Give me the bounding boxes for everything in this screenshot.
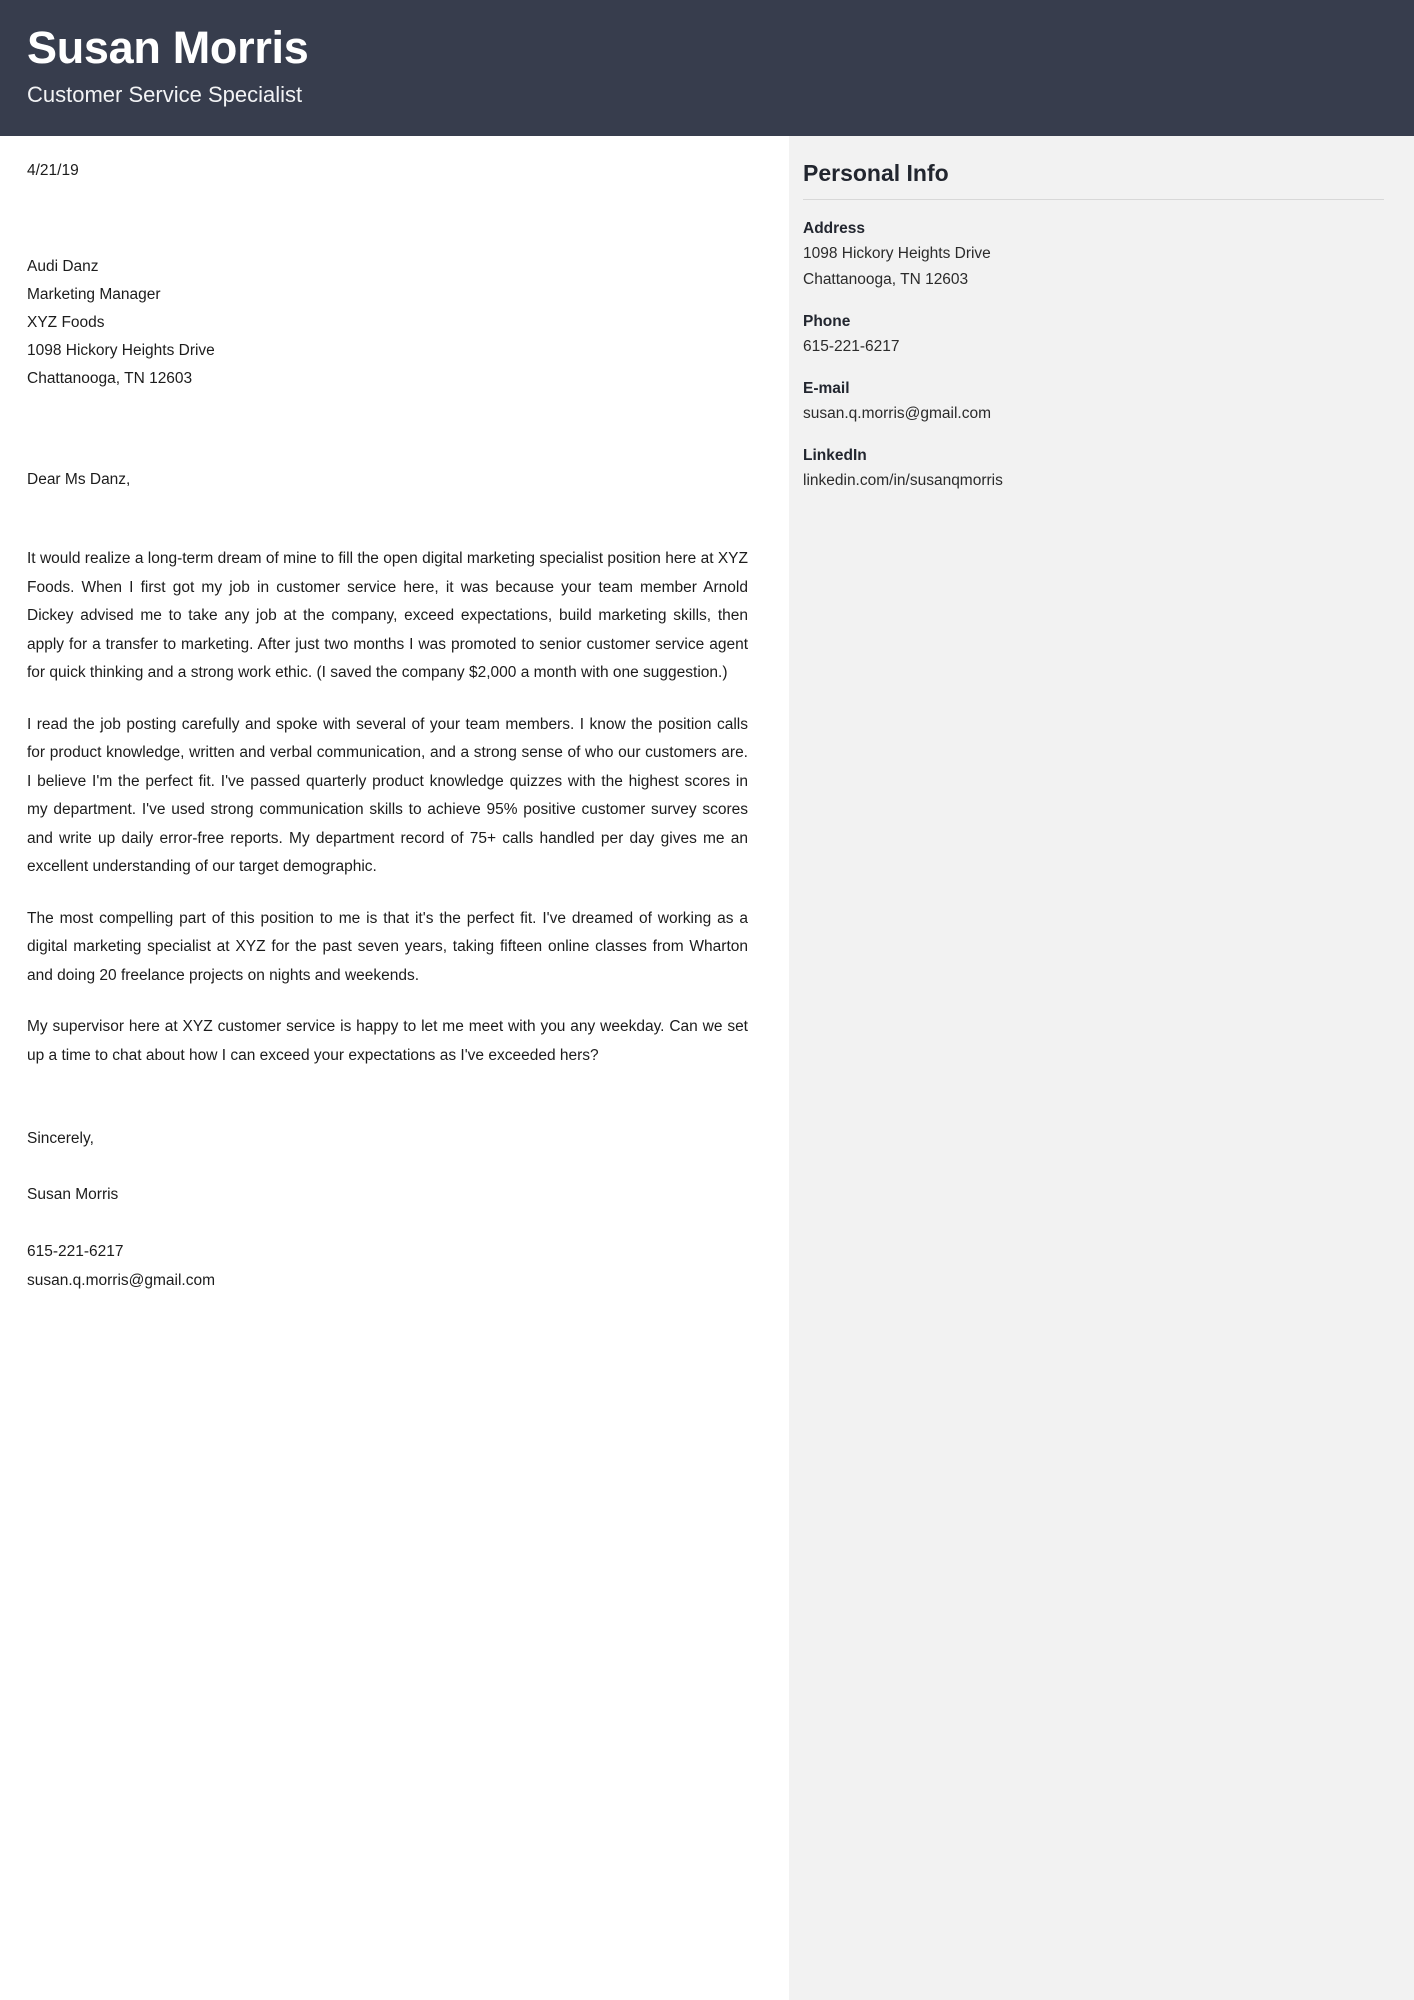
info-value-email[interactable]: susan.q.morris@gmail.com bbox=[803, 404, 992, 422]
personal-info-sidebar bbox=[789, 136, 1414, 2000]
info-label-linkedin: LinkedIn bbox=[803, 446, 867, 464]
info-block-address bbox=[803, 217, 1384, 293]
sidebar-heading: Personal Info bbox=[803, 160, 1384, 200]
document-header bbox=[0, 0, 1414, 136]
info-value-phone: 615-221-6217 bbox=[803, 337, 900, 355]
info-value-address-line1: 1098 Hickory Heights Drive bbox=[803, 244, 991, 262]
letter-body-copy bbox=[27, 545, 748, 1070]
info-block-linkedin bbox=[803, 444, 1384, 494]
letter-closing-block bbox=[27, 1125, 748, 1295]
letter-paragraph: My supervisor here at XYZ customer service is happy to let me meet with you any weekday. Can we set up a time to chat about how I can exceed your expectations as I've exceeded hers? bbox=[27, 1018, 748, 1064]
recipient-name: Audi Danz bbox=[27, 258, 99, 276]
page-columns bbox=[0, 136, 1414, 2000]
signature-name: Susan Morris bbox=[27, 1186, 119, 1204]
info-block-email bbox=[803, 377, 1384, 427]
info-label-phone: Phone bbox=[803, 312, 851, 330]
letter-paragraph: It would realize a long-term dream of mine to fill the open digital marketing specialist position here at XYZ Foods. When I first got my job in customer service here, it was because your team member Arnold Dickey advised me to take any job at the company, exceed expectations, build marketing skills, then apply for a transfer to marketing. After just two months I was promoted to senior customer service agent for quick thinking and a strong work ethic. (I saved the company $2,000 a month with one suggestion.) bbox=[27, 550, 748, 682]
letter-paragraph: I read the job posting carefully and spoke with several of your team members. I know the position calls for product knowledge, written and verbal communication, and a strong sense of who our customers are. I believe I'm the perfect fit. I've passed quarterly product knowledge quizzes with the highest scores in my department. I've used strong communication skills to achieve 95% positive customer survey scores and write up daily error-free reports. My department record of 75+ calls handled per day gives me an excellent understanding of our target demographic. bbox=[27, 715, 748, 876]
applicant-name: Susan Morris bbox=[27, 22, 309, 73]
letter-salutation: Dear Ms Danz, bbox=[27, 471, 131, 489]
info-label-address: Address bbox=[803, 219, 866, 237]
recipient-address-block bbox=[27, 253, 748, 393]
info-value-linkedin[interactable]: linkedin.com/in/susanqmorris bbox=[803, 471, 1003, 489]
recipient-company: XYZ Foods bbox=[27, 314, 105, 332]
signature-phone: 615-221-6217 bbox=[27, 1243, 124, 1261]
letter-body-column bbox=[0, 136, 789, 2000]
recipient-city-state-zip: Chattanooga, TN 12603 bbox=[27, 370, 193, 388]
closing-phrase: Sincerely, bbox=[27, 1130, 94, 1148]
info-label-email: E-mail bbox=[803, 379, 850, 397]
info-block-phone bbox=[803, 310, 1384, 360]
signature-email: susan.q.morris@gmail.com bbox=[27, 1272, 216, 1290]
applicant-job-title: Customer Service Specialist bbox=[27, 81, 303, 107]
letter-paragraph: The most compelling part of this position to me is that it's the perfect fit. I've dreamed of working as a digital marketing specialist at XYZ for the past seven years, taking fifteen online classes from Wharton and doing 20 freelance projects on nights and weekends. bbox=[27, 909, 748, 984]
letter-date: 4/21/19 bbox=[27, 162, 79, 179]
recipient-title: Marketing Manager bbox=[27, 286, 161, 304]
recipient-street: 1098 Hickory Heights Drive bbox=[27, 342, 215, 360]
signature-contact-block bbox=[27, 1237, 748, 1295]
info-value-address-line2: Chattanooga, TN 12603 bbox=[803, 270, 969, 288]
